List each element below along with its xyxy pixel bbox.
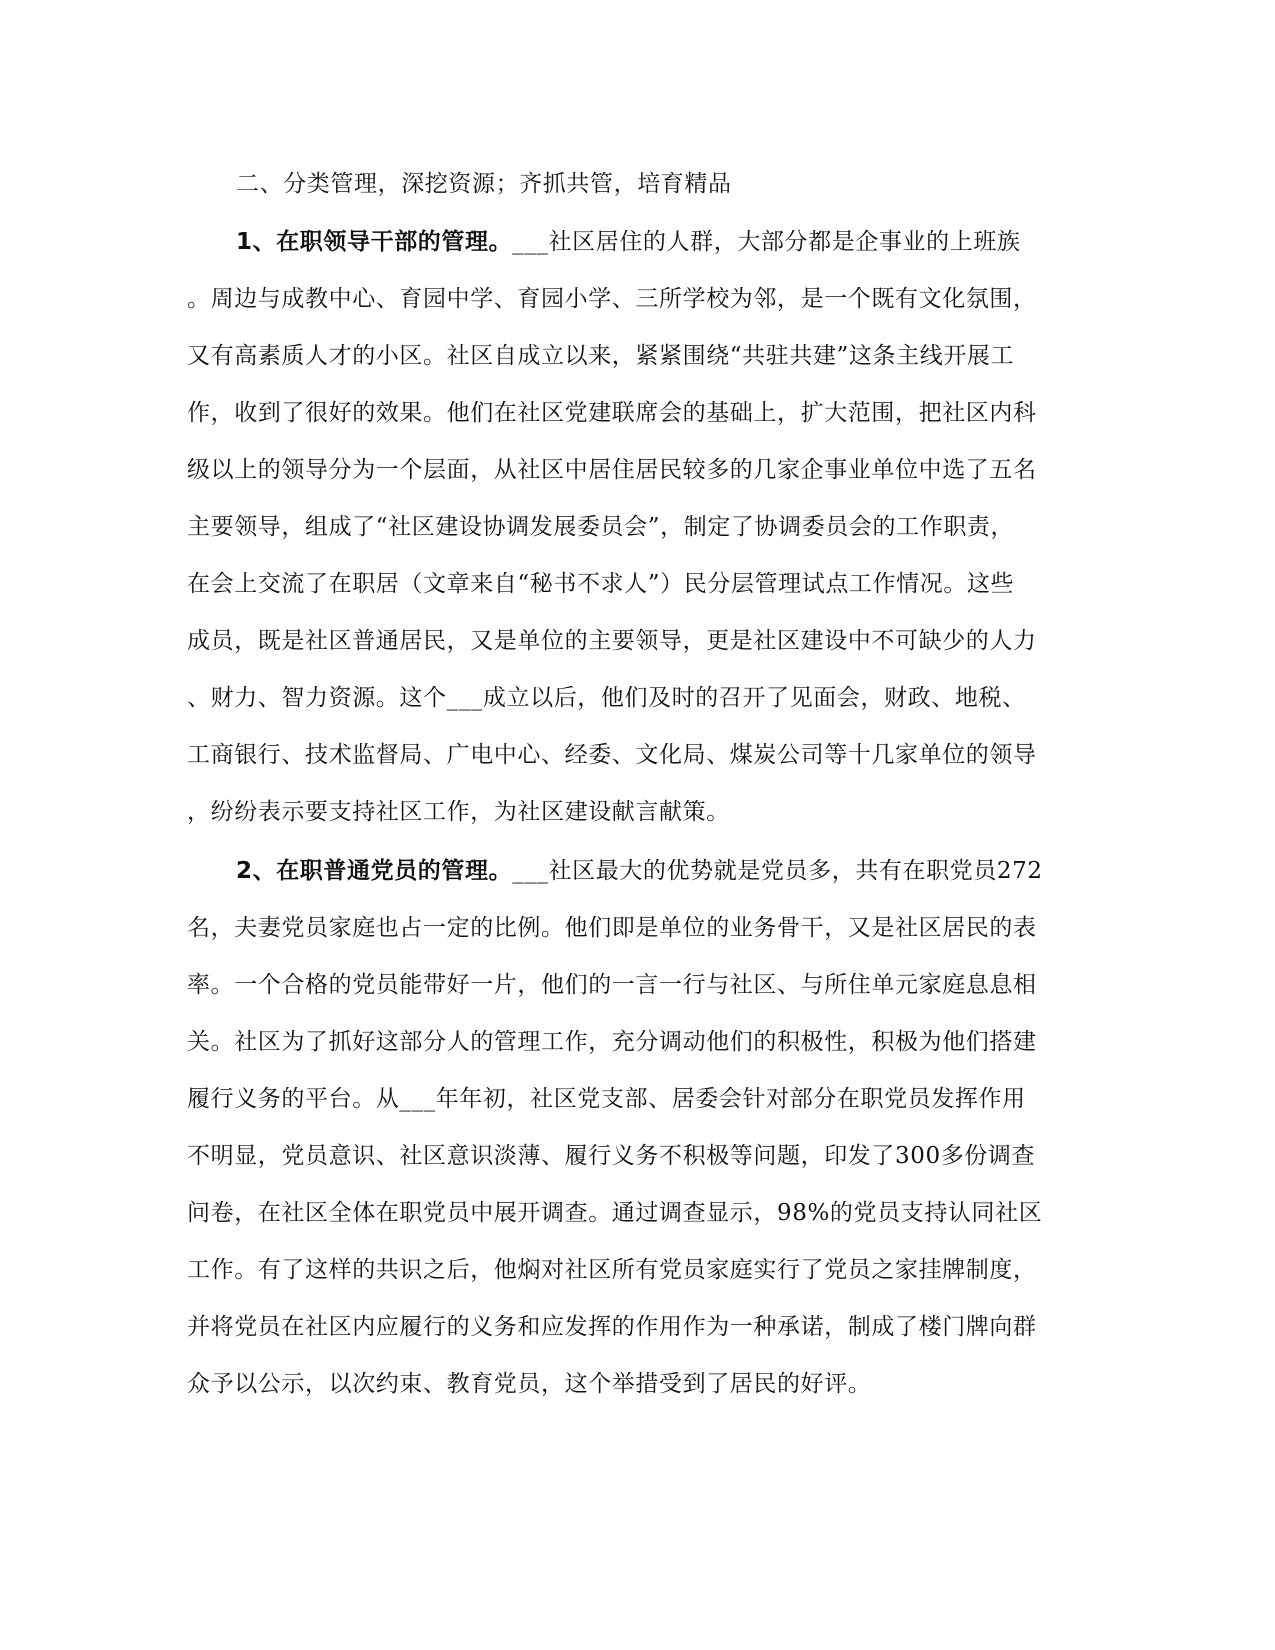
paragraph-2-line: 并将党员在社区内应履行的义务和应发挥的作用作为一种承诺，制成了楼门牌向群 [187, 1314, 1037, 1340]
paragraph-1-line: 又有高素质人才的小区。社区自成立以来，紧紧围绕“共驻共建”这条主线开展工 [187, 343, 1015, 369]
section-heading: 二、分类管理，深挖资源；齐抓共管，培育精品 [236, 171, 732, 197]
paragraph-1-line: 在会上交流了在职居（文章来自“秘书不求人”）民分层管理试点工作情况。这些 [187, 571, 1015, 597]
paragraph-2-line: 率。一个合格的党员能带好一片，他们的一言一行与社区、与所住单元家庭息息相 [187, 972, 1037, 998]
paragraph-2-line: 众予以公示，以次约束、教育党员，这个举措受到了居民的好评。 [187, 1371, 872, 1397]
paragraph-2-line: 工作。有了这样的共识之后，他焖对社区所有党员家庭实行了党员之家挂牌制度， [187, 1257, 1037, 1283]
paragraph-1-title: 1、在职领导干部的管理。 [236, 229, 513, 255]
paragraph-1-line: 作，收到了很好的效果。他们在社区党建联席会的基础上，扩大范围，把社区内科 [187, 400, 1037, 426]
paragraph-2-line: 履行义务的平台。从___年年初，社区党支部、居委会针对部分在职党员发挥作用 [187, 1086, 1026, 1112]
paragraph-1-line: 、财力、智力资源。这个___成立以后，他们及时的召开了见面会，财政、地税、 [187, 685, 1026, 711]
paragraph-1-line: 主要领导，组成了“社区建设协调发展委员会”，制定了协调委员会的工作职责， [187, 514, 1015, 540]
paragraph-2-text: ___社区最大的优势就是党员多，共有在职党员272 [512, 858, 1043, 884]
paragraph-2-line-1 [236, 855, 1043, 887]
paragraph-1-line: 级以上的领导分为一个层面，从社区中居住居民较多的几家企事业单位中选了五名 [187, 457, 1037, 483]
paragraph-1-line: 工商银行、技术监督局、广电中心、经委、文化局、煤炭公司等十几家单位的领导 [187, 742, 1037, 768]
paragraph-2-title: 2、在职普通党员的管理。 [236, 858, 513, 884]
paragraph-1-line: 。周边与成教中心、育园中学、育园小学、三所学校为邻，是一个既有文化氛围， [187, 286, 1037, 312]
paragraph-2-line: 名，夫妻党员家庭也占一定的比例。他们即是单位的业务骨干，又是社区居民的表 [187, 915, 1037, 941]
paragraph-1-line: 成员，既是社区普通居民，又是单位的主要领导，更是社区建设中不可缺少的人力 [187, 628, 1037, 654]
paragraph-1-line: ，纷纷表示要支持社区工作，为社区建设献言献策。 [187, 799, 730, 825]
paragraph-1-text: ___社区居住的人群，大部分都是企事业的上班族 [512, 229, 1021, 255]
paragraph-2-line: 不明显，党员意识、社区意识淡薄、履行义务不积极等问题，印发了300多份调查 [187, 1143, 1036, 1169]
paragraph-1-line-1 [236, 226, 1021, 258]
paragraph-2-line: 问卷，在社区全体在职党员中展开调查。通过调查显示，98%的党员支持认同社区 [187, 1200, 1043, 1226]
paragraph-2-line: 关。社区为了抓好这部分人的管理工作，充分调动他们的积极性，积极为他们搭建 [187, 1029, 1037, 1055]
